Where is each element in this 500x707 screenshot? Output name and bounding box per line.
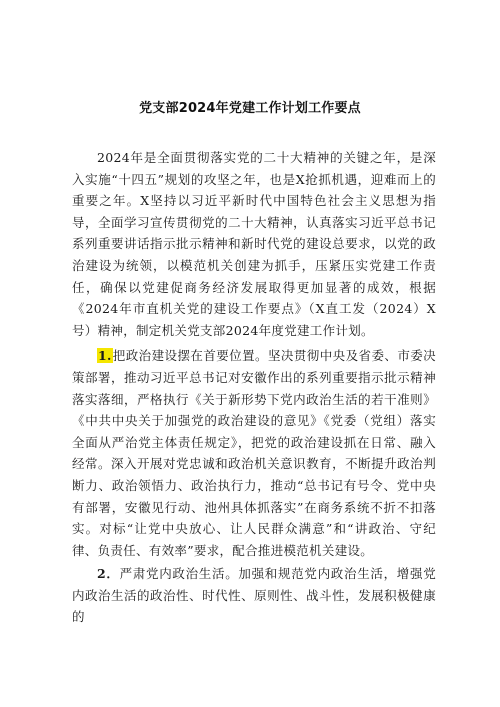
- item-2-number: 2．: [97, 566, 120, 582]
- document-body: [72, 147, 436, 628]
- item-1-paragraph: [72, 345, 436, 561]
- intro-paragraph: 2024年是全面贯彻落实党的二十大精神的关键之年，是深入实施“十四五”规划的攻坚之年，也是X抢抓机遇，迎难而上的重要之年。X坚持以习近平新时代中国特色社会主义思想为指导，全面学习宣传贯彻党的二十大精神，认真落实习近平总书记系列重要讲话指示批示精神和新时代党的建设总要求，以党的政治建设为统领，以模范机关创建为抓手，压紧压实党建工作责任，确保以党建促商务经济发展取得更加显著的成效，根据《2024年市直机关党的建设工作要点》（X直工发（2024）X号）精神，制定机关党支部2024年度党建工作计划。: [72, 150, 436, 338]
- item-1-text: 把政治建设摆在首要位置。坚决贯彻中央及省委、市委决策部署，推动习近平总书记对安徽作出的系列重要指示批示精神落实落细，严格执行《关于新形势下党内政治生活的若干准则》《中共中央关于加强党的政治建设的意见》《党委（党组）落实全面从严治党主体责任规定》，把党的政治建设抓在日常、融入经常。深入开展对党忠诚和政治机关意识教育，不断提升政治判断力、政治领悟力、政治执行力，推动“总书记有号令、党中央有部署，安徽见行动、池州具体抓落实”在商务系统不折不扣落实。对标“让党中央放心、让人民群众满意”和“讲政治、守纪律、负责任、有效率”要求，配合推进模范机关建设。: [72, 348, 436, 558]
- item-1-number: 1.: [98, 348, 112, 364]
- item-2-text: 严肃党内政治生活。加强和规范党内政治生活，增强党内政治生活的政治性、时代性、原则性、战斗性，发展积极健康的: [72, 566, 436, 625]
- document-title: 党支部2024年党建工作计划工作要点: [139, 101, 361, 116]
- item-2-paragraph: [72, 563, 436, 628]
